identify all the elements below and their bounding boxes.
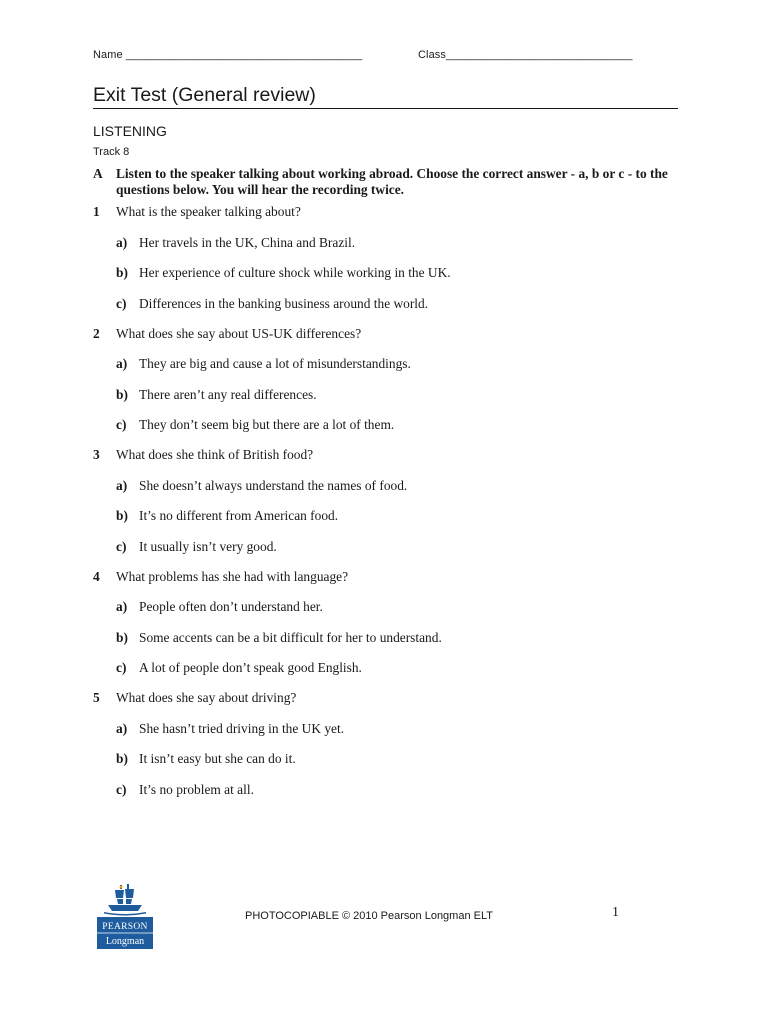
option-text: It’s no problem at all. [139,782,254,797]
option-letter: c) [116,660,127,675]
track-label: Track 8 [93,146,130,158]
option-letter: b) [116,630,128,645]
option-letter: a) [116,356,128,371]
option-letter: a) [116,721,128,736]
option-letter: b) [116,751,128,766]
class-field-line: Class______________________________ [418,49,633,61]
question-text: What does she say about driving? [116,690,297,705]
instruction-text: Listen to the speaker talking about working abroad. Choose the correct answer - a, b or c - to the questions below. You will hear the recording twice. [116,166,668,197]
question-number: 4 [93,569,100,584]
option-letter: c) [116,417,127,432]
title-divider [93,108,678,109]
pearson-longman-logo [96,884,154,950]
option-text: They are big and cause a lot of misunderstandings. [139,356,411,371]
section-heading: LISTENING [93,123,167,139]
question-number: 1 [93,204,100,219]
question-text: What does she think of British food? [116,447,314,462]
question-number: 2 [93,326,100,341]
option-text: She doesn’t always understand the names of food. [139,478,408,493]
option-text: Differences in the banking business around the world. [139,296,429,311]
option-letter: a) [116,599,128,614]
option-text: It usually isn’t very good. [139,539,277,554]
option-text: It isn’t easy but she can do it. [139,751,296,766]
option-text: Some accents can be a bit difficult for her to understand. [139,630,442,645]
question-text: What is the speaker talking about? [116,204,301,219]
option-text: There aren’t any real differences. [139,387,317,402]
option-letter: c) [116,539,127,554]
option-text: A lot of people don’t speak good English. [139,660,362,675]
option-letter: c) [116,296,127,311]
option-letter: a) [116,235,128,250]
option-letter: b) [116,508,128,523]
option-text: Her experience of culture shock while working in the UK. [139,265,451,280]
option-letter: b) [116,265,128,280]
option-letter: b) [116,387,128,402]
instruction-letter: A [93,166,103,181]
logo-text-pearson: PEARSON [102,922,148,932]
option-letter: a) [116,478,128,493]
question-text: What does she say about US-UK differences? [116,326,362,341]
option-letter: c) [116,782,127,797]
question-text: What problems has she had with language? [116,569,349,584]
option-text: People often don’t understand her. [139,599,323,614]
option-text: She hasn’t tried driving in the UK yet. [139,721,345,736]
option-text: They don’t seem big but there are a lot of them. [139,417,395,432]
copyright-footer: PHOTOCOPIABLE © 2010 Pearson Longman ELT [245,910,493,922]
page-number: 1 [612,905,619,920]
page-title: Exit Test (General review) [93,84,316,106]
option-text: Her travels in the UK, China and Brazil. [139,235,356,250]
question-number: 3 [93,447,100,462]
name-field-line: Name ______________________________________ [93,49,363,61]
logo-text-longman: Longman [105,936,145,947]
question-number: 5 [93,690,100,705]
option-text: It’s no different from American food. [139,508,339,523]
instruction-block [93,166,678,198]
ship-icon [104,884,146,916]
